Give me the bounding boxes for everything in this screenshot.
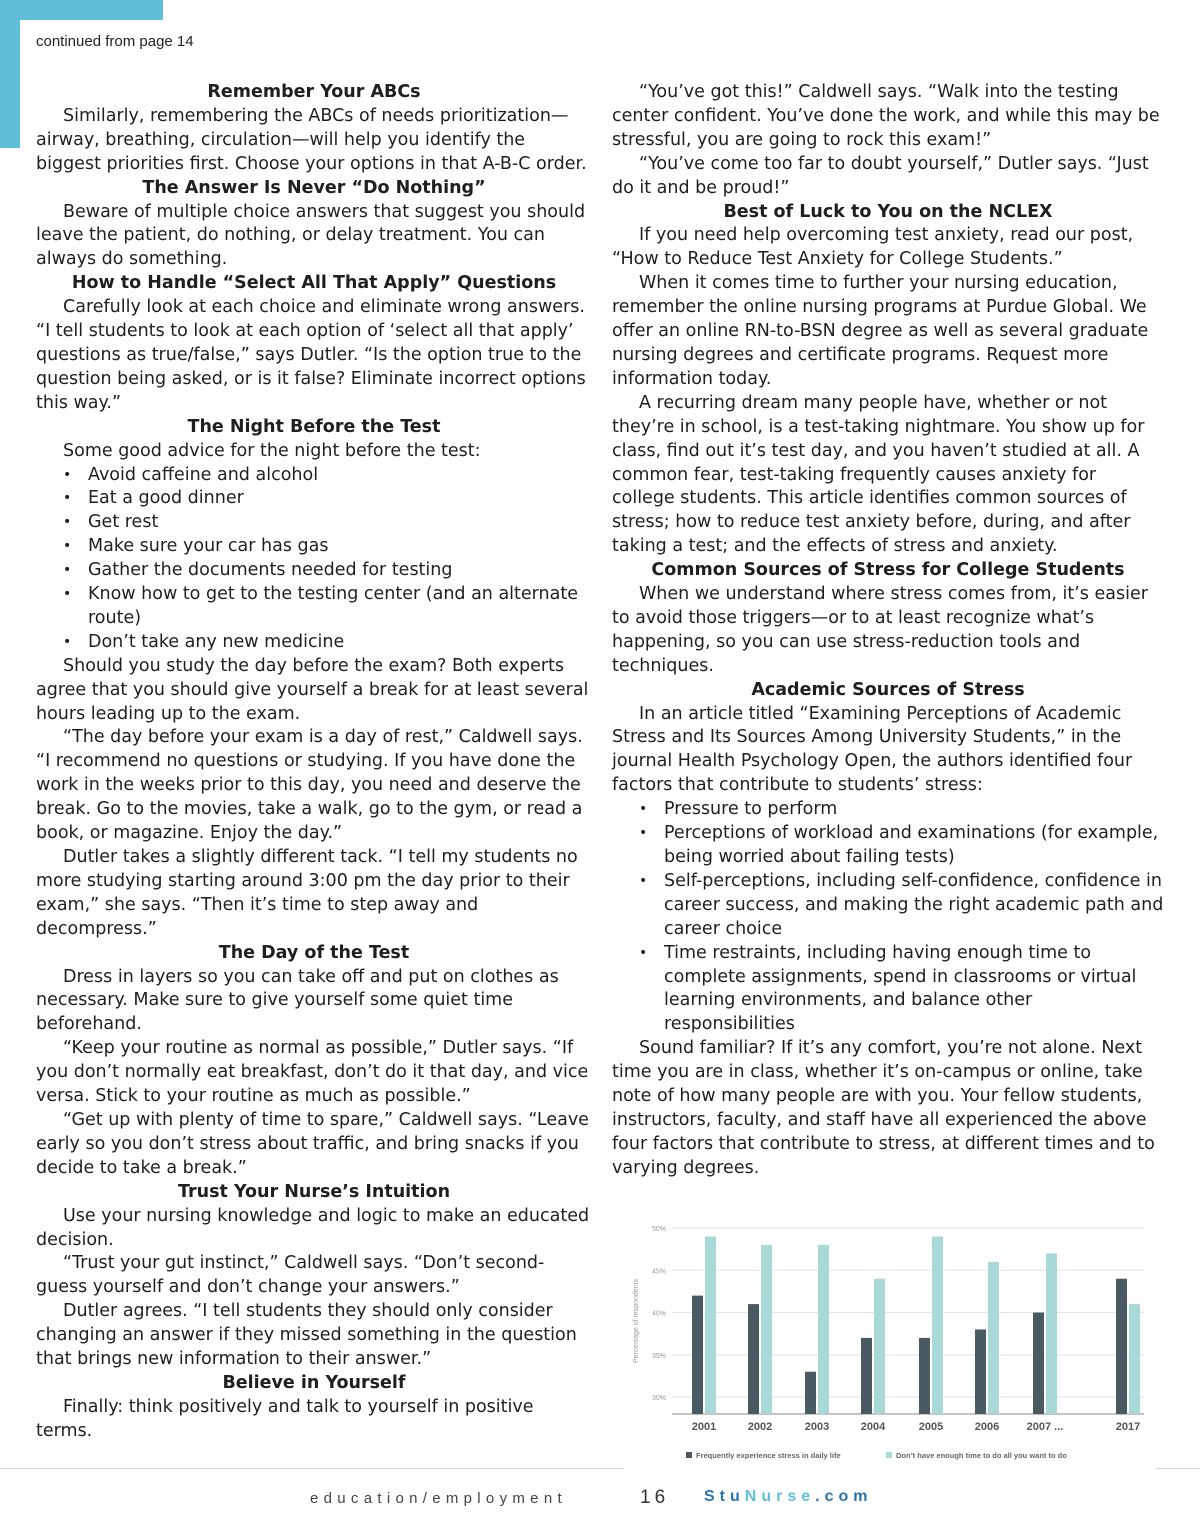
legend-label: Frequently experience stress in daily life [696,1451,841,1460]
bar-stress-daily [861,1338,872,1414]
y-tick-label: 30% [651,1395,666,1403]
brand-logo [704,1488,872,1506]
x-tick-label: 2003 [804,1421,830,1433]
list-item: • Avoid caffeine and alcohol [36,464,592,488]
bar-not-enough-time [932,1236,943,1414]
footer-section-label: education/employment [310,1490,567,1507]
bullet-list [36,464,592,655]
paragraph: Finally: think positively and talk to yourself in positive terms. [36,1396,534,1441]
y-tick-label: 45% [651,1268,666,1276]
paragraph: Dutler agrees. “I tell students they should only consider changing an answer if they missed something in the question that brings new information to their answer.” [36,1301,577,1370]
list-item: • Know how to get to the testing center (and an alternate route) [36,583,592,631]
footer-divider-left [0,1468,624,1469]
paragraph: “Get up with plenty of time to spare,” Caldwell says. “Leave early so you don’t stress about traffic, and bring snacks if you decide to take a break.” [36,1109,589,1178]
chart-svg [624,1214,1156,1472]
legend-swatch [886,1452,892,1458]
paragraph: Dress in layers so you can take off and put on clothes as necessary. Make sure to give yourself some quiet time beforehand. [36,966,559,1035]
bar-not-enough-time [988,1262,999,1414]
bar-not-enough-time [818,1245,829,1414]
bar-not-enough-time [874,1279,885,1414]
stress-bar-chart [624,1214,1156,1472]
x-tick-label: 2007 ... [1026,1421,1064,1433]
list-item: • Get rest [36,511,592,535]
x-tick-label: 2002 [747,1421,773,1433]
left-column [36,81,592,1444]
paragraph: When we understand where stress comes from, it’s easier to avoid those triggers—or to at least recognize what’s happening, so you can use stress-reduction tools and techniques. [612,584,1148,676]
x-tick-label: 2005 [918,1421,944,1433]
list-item: • Perceptions of workload and examinations (for example, being worried about failing tests) [612,822,1164,870]
y-axis-label: Percentage of respondents [633,1278,640,1364]
section-heading: Trust Your Nurse’s Intuition [177,1181,451,1202]
list-item: • Eat a good dinner [36,487,592,511]
paragraph: Carefully look at each choice and eliminate wrong answers. “I tell students to look at each option of ‘select all that apply’ questions as true/false,” says Dutler. “Is the option true to the question being asked, or is it false? Eliminate incorrect options this way.” [36,297,586,413]
y-tick-label: 50% [651,1226,666,1233]
bar-not-enough-time [761,1245,772,1414]
x-tick-label: 2006 [974,1421,1000,1433]
bar-stress-daily [975,1329,986,1414]
paragraph: “You’ve come too far to doubt yourself,” Dutler says. “Just do it and be proud!” [612,153,1149,198]
brand-stu: Stu [704,1488,745,1505]
paragraph: “The day before your exam is a day of rest,” Caldwell says. “I recommend no questions or studying. If you have done the work in the weeks prior to this day, you need and deserve the break. Go to the movies, take a walk, go to the gym, or read a book, or magazine. Enjoy the day.” [36,727,583,844]
bar-stress-daily [1116,1279,1127,1414]
footer-divider-right [1156,1468,1200,1469]
brand-dom: .com [815,1488,873,1505]
section-heading: How to Handle “Select All That Apply” Questions [71,273,557,294]
list-item: • Self-perceptions, including self-confidence, confidence in career success, and making the right academic path and career choice [612,870,1164,942]
list-item: • Pressure to perform [612,798,1164,822]
paragraph: “Keep your routine as normal as possible,” Dutler says. “If you don’t normally eat breakfast, don’t do it that day, and vice versa. Stick to your routine as much as possible.” [36,1038,589,1107]
bullet-list [612,798,1164,1037]
section-heading: Common Sources of Stress for College Students [651,560,1125,581]
y-tick-label: 35% [651,1352,666,1360]
section-heading: Remember Your ABCs [207,82,421,102]
x-tick-label: 2017 [1115,1421,1141,1433]
section-heading: The Answer Is Never “Do Nothing” [142,177,486,198]
paragraph: Should you study the day before the exam? Both experts agree that you should give yourself a break for at least several hours leading up to the exam. [36,655,589,724]
paragraph: Dutler takes a slightly different tack. “I tell my students no more studying starting around 3:00 pm the day prior to their exam,” she says. “Then it’s time to step away and decompress.” [36,847,578,939]
accent-bar-top [0,0,163,20]
paragraph: A recurring dream many people have, whether or not they’re in school, is a test-taking nightmare. You show up for class, find out it’s test day, and you haven’t studied at all. A common fear, test-taking frequently causes anxiety for college students. This article identifies common sources of stress; how to reduce test anxiety before, during, and after taking a test; and the effects of stress and anxiety. [612,392,1145,557]
paragraph: Similarly, remembering the ABCs of needs prioritization—airway, breathing, circulation—will help you identify the biggest priorities first. Choose your options in that A-B-C order. [36,105,587,174]
section-heading: The Night Before the Test [187,416,441,437]
legend-swatch [686,1452,692,1458]
list-item: • Time restraints, including having enough time to complete assignments, spend in classrooms or virtual learning environments, and balance other responsibilities [612,942,1164,1038]
chart-background [624,1214,1156,1472]
paragraph: Use your nursing knowledge and logic to make an educated decision. [36,1205,590,1250]
bar-not-enough-time [1129,1304,1140,1414]
page-number: 16 [640,1487,670,1508]
y-tick-label: 40% [651,1310,666,1318]
bar-stress-daily [805,1372,816,1414]
section-heading: Believe in Yourself [222,1372,406,1393]
continued-note: continued from page 14 [36,33,194,50]
list-item: • Make sure your car has gas [36,535,592,559]
paragraph: “You’ve got this!” Caldwell says. “Walk into the testing center confident. You’ve done the work, and while this may be stressful, you are going to rock this exam!” [612,82,1160,150]
paragraph: Sound familiar? If it’s any comfort, you’re not alone. Next time you are in class, whether it’s on-campus or online, take note of how many people are with you. Your fellow students, instructors, faculty, and staff have all experienced the above four factors that contribute to stress, at different times and to varying degrees. [612,1038,1155,1178]
section-heading: Academic Sources of Stress [751,679,1025,700]
section-heading: The Day of the Test [218,942,410,963]
bar-stress-daily [919,1338,930,1414]
paragraph: If you need help overcoming test anxiety, read our post, “How to Reduce Test Anxiety for College Students.” [612,225,1134,270]
bar-stress-daily [748,1304,759,1414]
paragraph: When it comes time to further your nursing education, remember the online nursing programs at Purdue Global. We offer an online RN-to-BSN degree as well as several graduate nursing degrees and certificate programs. Request more information today. [612,273,1149,389]
x-tick-label: 2001 [691,1421,717,1433]
list-item: • Don’t take any new medicine [36,631,592,655]
paragraph: In an article titled “Examining Perceptions of Academic Stress and Its Sources Among University Students,” in the journal Health Psychology Open, the authors identified four factors that contribute to students’ stress: [612,703,1133,796]
bar-stress-daily [1033,1313,1044,1414]
bar-not-enough-time [1046,1253,1057,1414]
list-item: • Gather the documents needed for testing [36,559,592,583]
legend-label: Don’t have enough time to do all you want to do [896,1451,1067,1460]
paragraph: “Trust your gut instinct,” Caldwell says. “Don’t second-guess yourself and don’t change your answers.” [36,1253,545,1298]
paragraph: Beware of multiple choice answers that suggest you should leave the patient, do nothing, or delay treatment. You can always do something. [36,201,586,270]
paragraph: Some good advice for the night before the test: [63,440,481,461]
brand-nurse: Nurse [744,1488,816,1505]
bar-stress-daily [692,1296,703,1414]
bar-not-enough-time [705,1236,716,1414]
accent-bar-side [0,0,20,148]
section-heading: Best of Luck to You on the NCLEX [723,201,1053,222]
right-column [612,81,1164,1181]
x-tick-label: 2004 [860,1421,886,1433]
